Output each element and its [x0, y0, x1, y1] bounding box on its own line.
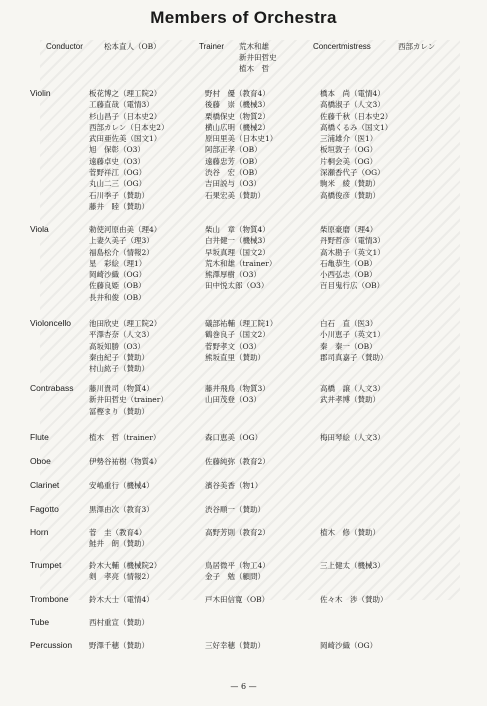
member-name: 柴原豪磨（理4） [320, 225, 378, 234]
member-name: 渋谷 宏（OB） [205, 168, 262, 178]
member-name: 高坂知勝（O3） [89, 341, 145, 351]
member-name: 高橋俊彦（賛助） [320, 190, 380, 200]
page-number: — 6 — [230, 682, 257, 691]
member-name: 丹野哲彦（電情3） [320, 236, 385, 246]
member-name: 白井健一（機械3） [205, 236, 270, 246]
member-column [320, 560, 385, 571]
member-name: 郡司真嘉子（賛助） [320, 352, 388, 362]
member-name: 三浦雄介（医1） [320, 134, 378, 144]
member-name: 森口恵美（OG） [205, 433, 263, 442]
member-column [89, 456, 161, 467]
member-name: 阿部正孝（OB） [205, 145, 262, 155]
member-name: 山田茂登（O3） [205, 395, 261, 405]
member-name: 柴山 章（物質4） [205, 225, 270, 234]
member-column [205, 224, 276, 292]
member-column [89, 224, 161, 303]
member-name: 武田亜佐美（国文1） [89, 134, 162, 144]
member-name: 片桐会美（OG） [320, 156, 378, 166]
member-name: 高橋淑子（人文3） [320, 100, 385, 110]
member-name: 板花博之（理工院2） [89, 89, 162, 98]
page-title: Members of Orchestra [150, 8, 337, 27]
instrument-label: Violoncello [30, 318, 71, 328]
member-name: 三好幸穂（賛助） [205, 641, 265, 650]
member-name: 植木 哲（trainer） [89, 433, 161, 442]
member-column [89, 594, 154, 605]
member-name: 遠藤卓史（O3） [89, 156, 145, 166]
member-name: 村山紘子（賛助） [89, 364, 149, 374]
member-name: 秦 秦一（OB） [320, 341, 377, 351]
member-column [320, 224, 385, 292]
member-name: 丸山二三（OG） [89, 179, 147, 189]
member-column [89, 88, 169, 212]
member-name: 高木勘子（英文1） [320, 247, 385, 257]
member-column [205, 432, 262, 443]
member-name: 石果宏美（賛助） [205, 190, 265, 200]
member-column [89, 640, 149, 651]
member-name: 菅野祥江（OG） [89, 168, 147, 178]
member-name: 星 彩絵（理1） [89, 258, 147, 268]
member-column [205, 456, 270, 467]
member-name: 遠藤忠芳（OB） [205, 156, 262, 166]
member-column [89, 504, 154, 515]
member-name: 福島松介（情報2） [89, 247, 154, 257]
member-name: 植木 修（賛助） [320, 528, 380, 537]
member-column [89, 383, 168, 417]
member-name: 武井孝博（賛助） [320, 395, 380, 405]
member-column [205, 88, 277, 201]
member-name: 安嶋重行（機械4） [89, 481, 154, 490]
member-name: 佐藤良姫（OB） [89, 281, 146, 291]
member-name: 佐々木 渉（賛助） [320, 595, 388, 604]
member-name: 黒澤由次（教育3） [89, 505, 154, 514]
member-name: 百目鬼行広（OB） [320, 281, 385, 291]
instrument-label: Trombone [30, 594, 69, 604]
member-name: 剣 孝亮（情報2） [89, 572, 154, 582]
member-name: 鮭井 朗（賛助） [89, 539, 149, 549]
member-column [320, 383, 385, 406]
concertmistress-label: Concertmistress [313, 42, 371, 51]
member-name: 梅田琴絵（人文3） [320, 433, 385, 442]
member-name: 長井和俊（OB） [89, 292, 146, 302]
concertmistress-name: 西部カレン [398, 42, 436, 51]
member-name: 吉田説与（O3） [205, 179, 261, 189]
member-column [89, 560, 161, 583]
member-column [320, 432, 385, 443]
member-column [320, 527, 380, 538]
member-name: 勅使河原由美（理4） [89, 225, 162, 234]
member-column [205, 318, 277, 363]
member-name: 横山広明（機械2） [205, 122, 270, 132]
member-column [89, 318, 161, 374]
member-name: 平澤杏奈（人文3） [89, 330, 154, 340]
leadership-header [0, 42, 487, 78]
member-column [320, 594, 388, 605]
member-column [205, 383, 270, 406]
instrument-label: Trumpet [30, 560, 62, 570]
instrument-label: Percussion [30, 640, 73, 650]
member-name: 藤井 睦（賛助） [89, 201, 149, 211]
member-name: 後藤 崇（機械3） [205, 100, 270, 110]
member-name: 原田里美（日本史1） [205, 134, 278, 144]
trainer-label: Trainer [199, 42, 225, 51]
member-name: 戸木田信寛（OB） [205, 595, 270, 604]
instrument-label: Tube [30, 617, 50, 627]
member-name: 伊勢谷祐樹（物質4） [89, 457, 162, 466]
member-name: 旭 保彰（O3） [89, 145, 145, 155]
member-name: 田中悦太郎（O3） [205, 281, 269, 291]
instrument-label: Fagotto [30, 504, 59, 514]
member-name: 工藤直哉（電情3） [89, 100, 154, 110]
instrument-label: Viola [30, 224, 49, 234]
member-name: 小川恵子（英文1） [320, 330, 385, 340]
member-name: 荒木和雄（trainer） [205, 258, 277, 268]
trainer-name: 新井田哲史 [239, 53, 277, 62]
member-name: 鳥居微平（物工4） [205, 561, 270, 570]
instrument-label: Horn [30, 527, 49, 537]
member-column [205, 504, 265, 515]
member-name: 藤井飛鳥（物質3） [205, 384, 270, 393]
conductor-label: Conductor [46, 42, 83, 51]
member-name: 西部カレン（日本史2） [89, 122, 169, 132]
member-name: 熊澤厚樹（O3） [205, 270, 261, 280]
member-name: 石亀恭生（OB） [320, 258, 377, 268]
member-column [89, 432, 160, 443]
member-name: 西村重宣（賛助） [89, 618, 149, 627]
member-name: 石川季子（賛助） [89, 190, 149, 200]
member-name: 白石 直（医3） [320, 319, 378, 328]
instrument-label: Flute [30, 432, 49, 442]
member-name: 濱谷美香（物1） [205, 481, 263, 490]
member-name: 栗橋保史（物質2） [205, 111, 270, 121]
member-column [205, 560, 270, 583]
trainer-name: 植木 哲 [239, 64, 269, 73]
member-name: 冨樫まり（賛助） [89, 406, 149, 416]
member-name: 三上健太（機械3） [320, 561, 385, 570]
member-name: 菅 圭（教育4） [89, 528, 147, 537]
member-name: 渋谷順一（賛助） [205, 505, 265, 514]
member-name: 駒米 綾（賛助） [320, 179, 380, 189]
member-name: 高野芳則（教育2） [205, 528, 270, 537]
member-name: 鶴巻良子（国文2） [205, 330, 270, 340]
member-column [89, 480, 154, 491]
member-name: 礒部祐輔（理工院1） [205, 319, 278, 328]
conductor-name: 松本直人（OB） [104, 42, 161, 51]
member-name: 菅野孝文（O3） [205, 341, 261, 351]
member-name: 鈴木大士（電情4） [89, 595, 154, 604]
instrument-label: Clarinet [30, 480, 60, 490]
member-column [320, 318, 388, 363]
member-name: 秦由紀子（賛助） [89, 352, 149, 362]
member-name: 新井田哲史（trainer） [89, 395, 168, 405]
member-name: 早坂真理（国文2） [205, 247, 270, 257]
member-name: 小西弘志（OB） [320, 270, 377, 280]
member-name: 高橋くるみ（国文1） [320, 122, 393, 132]
member-name: 岡崎沙織（OG） [89, 270, 147, 280]
member-name: 杉山昌子（日本史2） [89, 111, 162, 121]
member-name: 鈴木大輔（機械院2） [89, 561, 162, 570]
member-name: 深瀬香代子（OG） [320, 168, 385, 178]
trainer-name: 荒木和雄 [239, 42, 269, 51]
member-name: 橋本 尚（電情4） [320, 89, 385, 98]
member-column [205, 594, 269, 605]
member-column [205, 640, 265, 651]
member-name: 板垣敦子（OG） [320, 145, 378, 155]
member-column [205, 527, 270, 538]
instrument-label: Oboe [30, 456, 51, 466]
member-name: 上妻久美子（理3） [89, 236, 154, 246]
member-name: 野澤千穂（賛助） [89, 641, 149, 650]
member-name: 佐藤千秋（日本史2） [320, 111, 393, 121]
member-name: 池田欣史（理工院2） [89, 319, 162, 328]
member-column [89, 617, 149, 628]
member-column [205, 480, 262, 491]
member-name: 金子 勉（顧問） [205, 572, 265, 582]
member-name: 佐藤純弥（教育2） [205, 457, 270, 466]
member-name: 熊坂直里（賛助） [205, 352, 265, 362]
member-name: 野村 優（教育4） [205, 89, 270, 98]
instrument-label: Contrabass [30, 383, 74, 393]
member-column [320, 88, 392, 201]
member-name: 藤川貴司（物質4） [89, 384, 154, 393]
instrument-label: Violin [30, 88, 51, 98]
member-name: 岡崎沙織（OG） [320, 641, 378, 650]
member-column [320, 640, 377, 651]
member-column [89, 527, 149, 550]
member-name: 高橋 譲（人文3） [320, 384, 385, 393]
